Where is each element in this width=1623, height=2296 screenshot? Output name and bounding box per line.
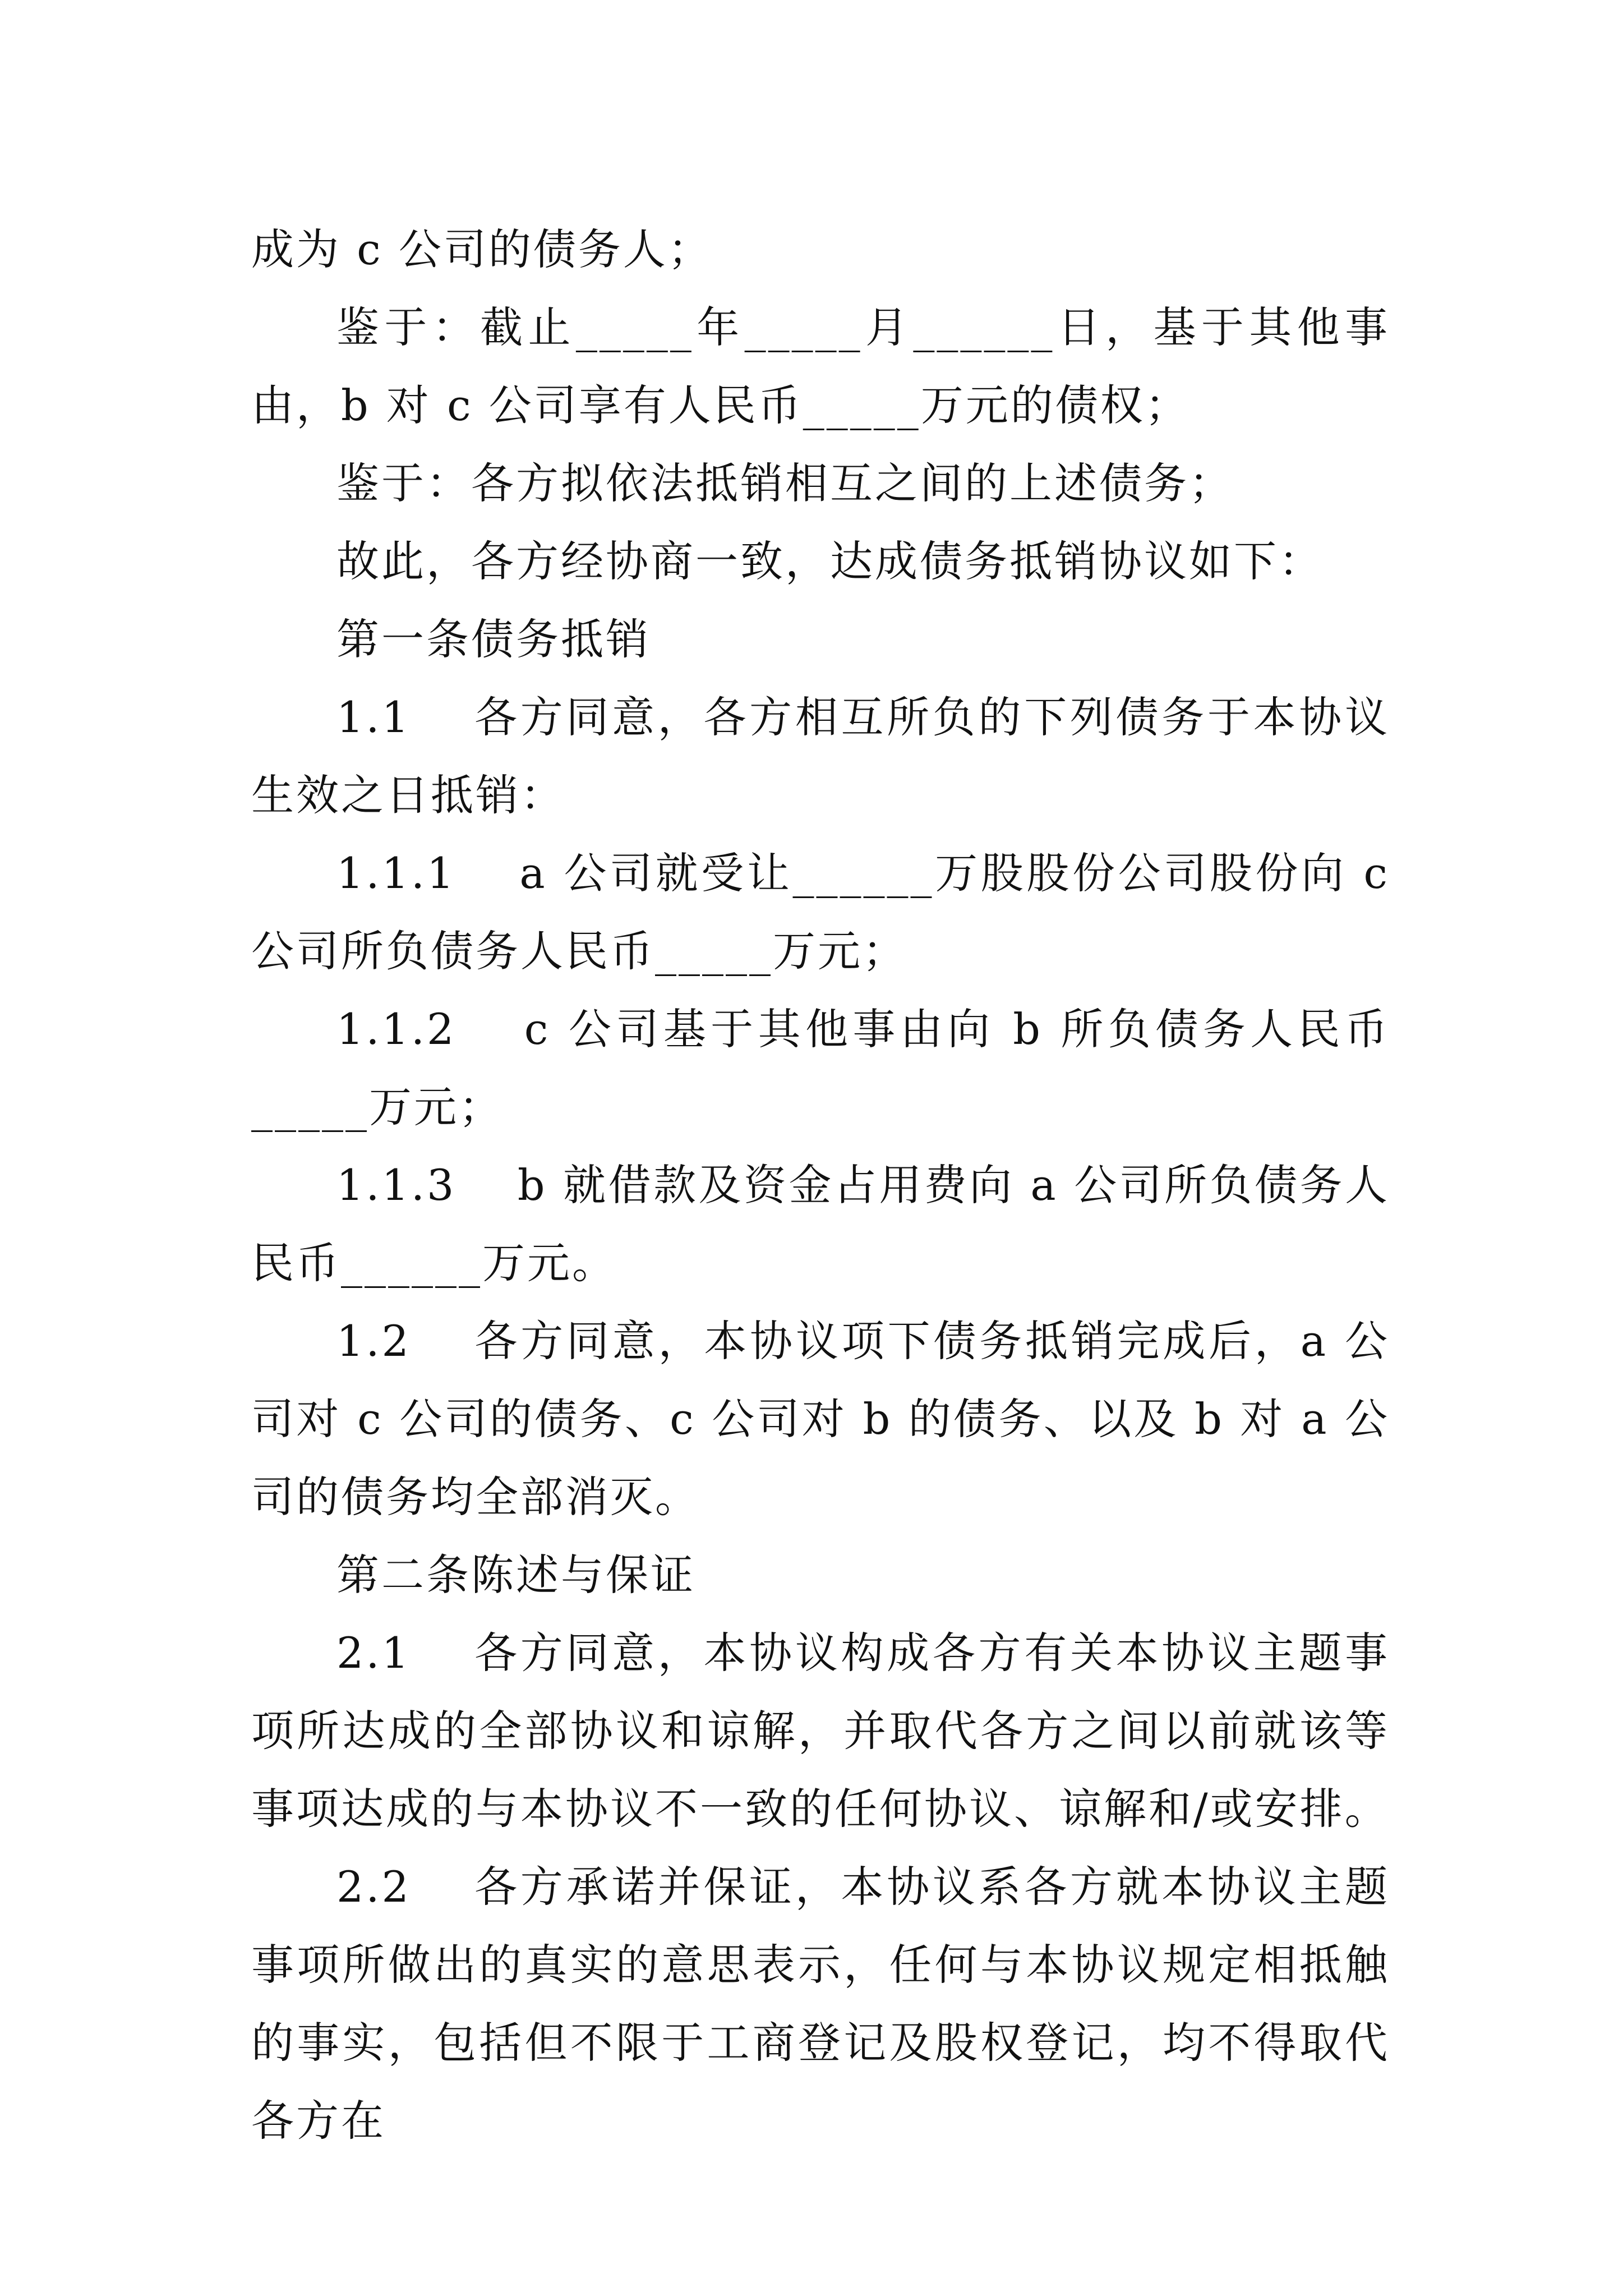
clause-2-1: 2.1 各方同意，本协议构成各方有关本协议主题事项所达成的全部协议和谅解，并取代各方之间以前就该等事项达成的与本协议不一致的任何协议、谅解和/或安排。 [251, 1628, 1390, 1834]
paragraph-debtor-continuation: 成为 c 公司的债务人； [251, 224, 713, 274]
article-1-heading: 第一条债务抵销 [336, 614, 651, 664]
article-2-heading: 第二条陈述与保证 [336, 1550, 695, 1600]
document-body [251, 210, 1390, 2160]
paragraph-therefore: 故此，各方经协商一致，达成债务抵销协议如下： [336, 536, 1324, 586]
paragraph-whereas-offset: 鉴于：各方拟依法抵销相互之间的上述债务； [336, 458, 1234, 508]
clause-1-1-2: 1.1.2 c 公司基于其他事由向 b 所负债务人民币_____万元； [251, 1004, 1390, 1132]
clause-2-2: 2.2 各方承诺并保证，本协议系各方就本协议主题事项所做出的真实的意思表示，任何与本协议规定相抵触的事实，包括但不限于工商登记及股权登记，均不得取代各方在 [251, 1862, 1390, 2146]
clause-1-1-1: 1.1.1 a 公司就受让______万股股份公司股份向 c 公司所负债务人民币_____万元； [251, 848, 1390, 976]
clause-1-2: 1.2 各方同意，本协议项下债务抵销完成后，a 公司对 c 公司的债务、c 公司对 b 的债务、以及 b 对 a 公司的债务均全部消灭。 [251, 1316, 1390, 1522]
clause-1-1-3: 1.1.3 b 就借款及资金占用费向 a 公司所负债务人民币______万元。 [251, 1160, 1390, 1288]
clause-1-1: 1.1 各方同意，各方相互所负的下列债务于本协议生效之日抵销： [251, 692, 1390, 820]
paragraph-whereas-b-claim: 鉴于：截止_____年_____月______日，基于其他事由，b 对 c 公司享有人民币_____万元的债权； [251, 302, 1390, 430]
